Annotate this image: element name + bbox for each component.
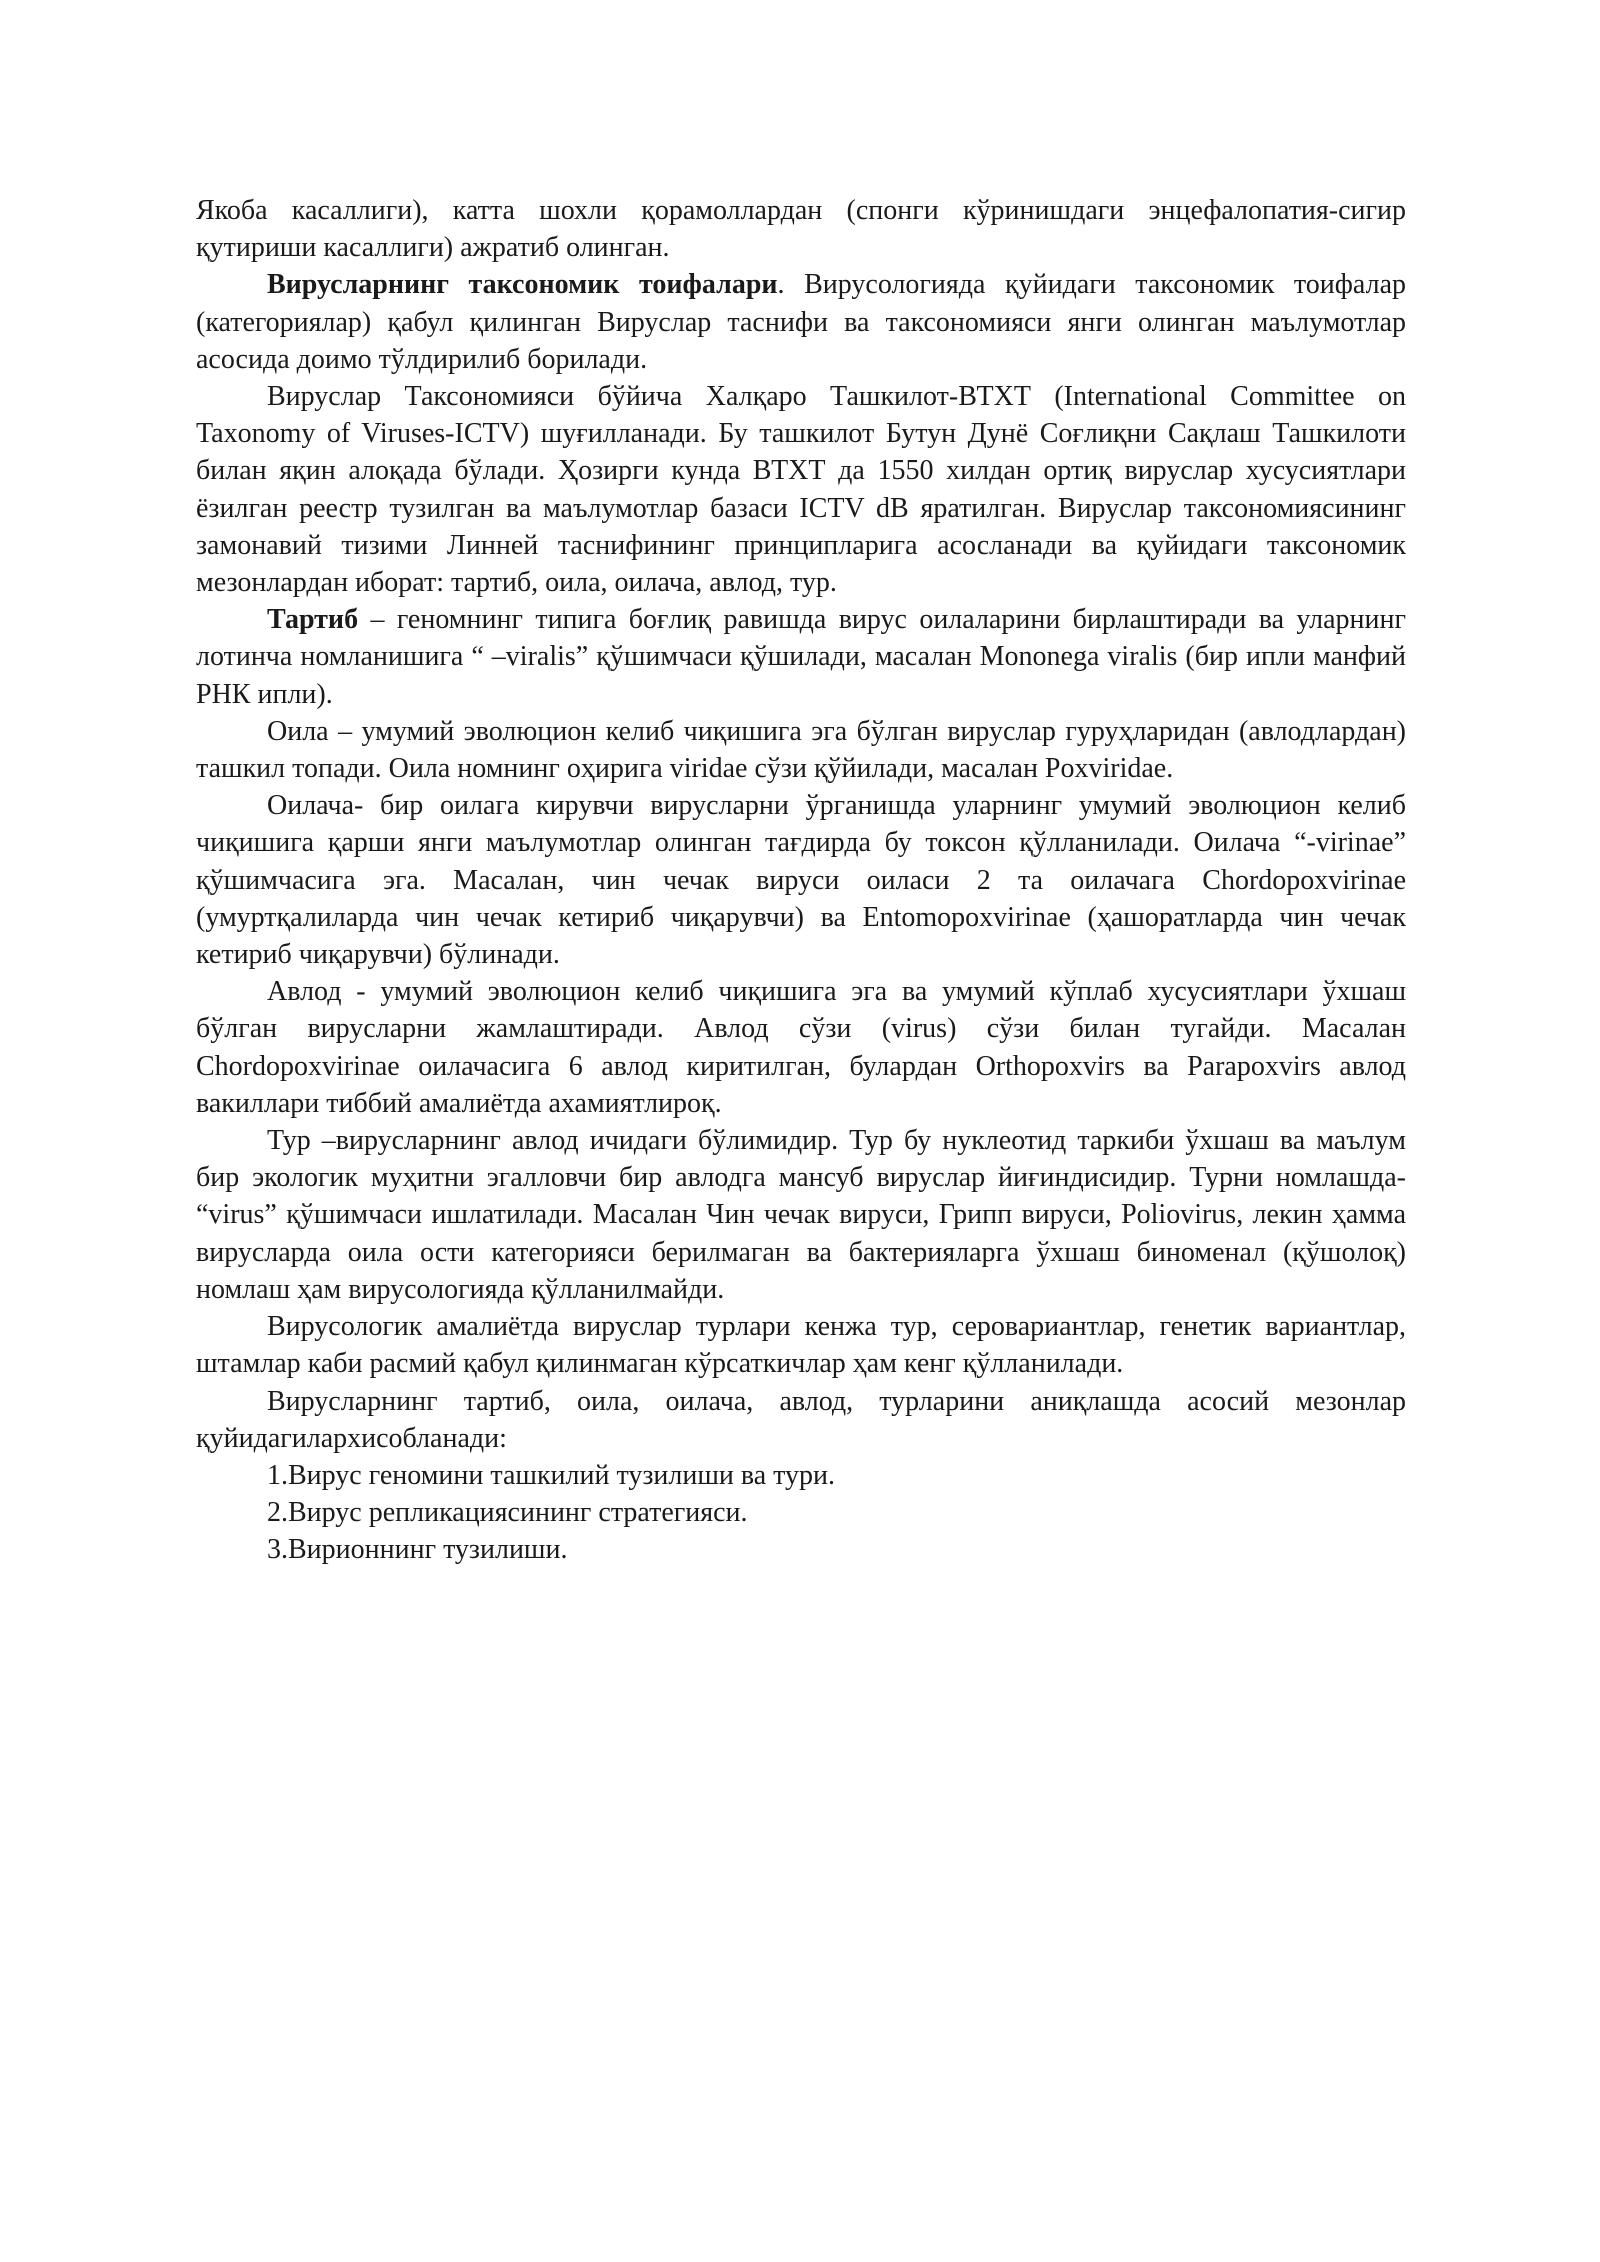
heading-taxonomic-categories: Вирусларнинг таксономик тоифалари	[267, 269, 778, 301]
paragraph-order	[196, 601, 1406, 713]
term-order: Тартиб	[267, 604, 359, 636]
list-item: 1.Вирус геномини ташкилий тузилиши ва тури.	[267, 1459, 836, 1491]
paragraph-species: Тур –вирусларнинг авлод ичидаги бўлимидир. Тур бу нуклеотид таркиби ўхшаш ва маълум бир экологик муҳитни эгалловчи бир авлодга мансуб вируслар йиғиндисидир. Турни номлашда- “virus” қўшимчаси ишлатилади. Масалан Чин чечак вируси, Грипп вируси, Poliovirus, лекин ҳамма вирусларда оила ости категорияси берилмаган ва бактерияларга ўхшаш биноменал (қўшолоқ) номлаш ҳам вирусологияда қўлланилмайди.	[196, 1125, 1406, 1305]
list-item: 3.Вирионнинг тузилиши.	[267, 1534, 568, 1566]
document-page	[196, 192, 1406, 1569]
paragraph-taxonomic-categories-text: . Вирусологияда қуйидаги таксономик тоифалар (категориялар) қабул қилинган Вируслар таснифи ва таксономияси янги олинган маълумотлар асосида доимо тўлдирилиб борилади.	[196, 269, 1407, 375]
paragraph-practice: Вирусологик амалиётда вируслар турлари кенжа тур, серовариантлар, генетик вариантлар, штамлар каби расмий қабул қилинмаган кўрсаткичлар ҳам кенг қўлланилади.	[196, 1311, 1406, 1380]
paragraph-taxonomic-categories	[196, 266, 1406, 378]
paragraph-genus: Авлод - умумий эволюцион келиб чиқишига эга ва умумий кўплаб хусусиятлари ўхшаш бўлган вирусларни жамлаштиради. Авлод сўзи (virus) сўзи билан тугайди. Масалан Chordopoxvirinae оилачасига 6 авлод киритилган, булардан Orthopoxvirs ва Parapoxvirs авлод вакиллари тиббий амалиётда ахамиятлироқ.	[196, 976, 1406, 1119]
paragraph-ictv: Вируслар Таксономияси бўйича Халқаро Ташкилот-ВТХТ (International Committee on Taxonomy of Viruses-ICTV) шуғилланади. Бу ташкилот Бутун Дунё Соғлиқни Сақлаш Ташкилоти билан яқин алоқада бўлади. Ҳозирги кунда ВТХТ да 1550 хилдан ортиқ вируслар хусусиятлари ёзилган реестр тузилган ва маълумотлар базаси ICTV dB яратилган. Вируслар таксономиясининг замонавий тизими Линней таснифининг принципларига асосланади ва қуйидаги таксономик мезонлардан иборат: тартиб, оила, оилача, авлод, тур.	[196, 381, 1406, 599]
paragraph-subfamily: Оилача- бир оилага кирувчи вирусларни ўрганишда уларнинг умумий эволюцион келиб чиқишига қарши янги маълумотлар олинган тағдирда бу токсон қўлланилади. Оилача “-virinae” қўшимчасига эга. Масалан, чин чечак вируси оиласи 2 та оилачага Chordopoxvirinae (умуртқалиларда чин чечак кетириб чиқарувчи) ва Entomopoxvirinae (ҳашоратларда чин чечак кетириб чиқарувчи) бўлинади.	[196, 790, 1406, 971]
paragraph-family: Оила – умумий эволюцион келиб чиқишига эга бўлган вируслар гуруҳларидан (авлодлардан) ташкил топади. Оила номнинг оҳирига viridae сўзи қўйилади, масалан Poxviridae.	[196, 715, 1406, 785]
list-item: 2.Вирус репликациясининг стратегияси.	[267, 1497, 748, 1529]
paragraph-order-text: – геномнинг типига боғлиқ равишда вирус оилаларини бирлаштиради ва уларнинг лотинча номланишига “ –viralis” қўшимчаси қўшилади, масалан Mononega viralis (бир ипли манфий РНК ипли).	[196, 604, 1406, 710]
paragraph-intro: Якоба касаллиги), катта шохли қорамоллардан (спонги кўринишдаги энцефалопатия-сигир қутириши касаллиги) ажратиб олинган.	[196, 195, 1406, 264]
paragraph-criteria: Вирусларнинг тартиб, оила, оилача, авлод, турларини аниқлашда асосий мезонлар қуйидагилархисобланади:	[196, 1385, 1406, 1454]
